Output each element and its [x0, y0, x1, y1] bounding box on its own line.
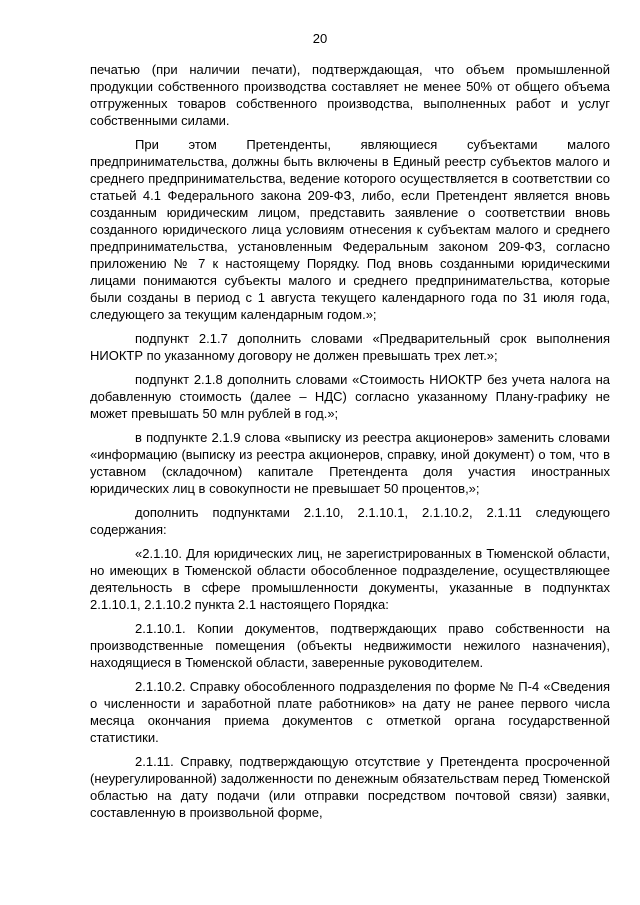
document-body — [90, 61, 610, 828]
paragraph-2-1-11: 2.1.11. Справку, подтверждающую отсутствие у Претендента просроченной (неурегулированной) задолженности по денежным обязательствам перед Тюменской областью на дату подачи (или отправки посредством почтовой связи) заявки, составленную в произвольной форме, — [90, 754, 610, 820]
paragraph-2-1-10: «2.1.10. Для юридических лиц, не зарегистрированных в Тюменской области, но имеющих в Тюменской области обособленное подразделение, осуществляющее деятельность в сфере промышленности документы, указанные в подпунктах 2.1.10.1, 2.1.10.2 пункта 2.1 настоящего Порядка: — [90, 546, 610, 612]
paragraph-2-1-10-1: 2.1.10.1. Копии документов, подтверждающих право собственности на производственные помещения (объекты недвижимости нежилого назначения), находящиеся в Тюменской области, заверенные руководителем. — [90, 621, 610, 670]
paragraph-subclause-2-1-7: подпункт 2.1.7 дополнить словами «Предварительный срок выполнения НИОКТР по указанному договору не должен превышать трех лет.»; — [90, 331, 610, 363]
paragraph-subclause-2-1-9: в подпункте 2.1.9 слова «выписку из реестра акционеров» заменить словами «информацию (выписку из реестра акционеров, справку, иной документ) о том, что в уставном (складочном) капитале Претендента доля участия иностранных юридических лиц в совокупности не превышает 50 процентов,»; — [90, 430, 610, 496]
paragraph-sme-register: При этом Претенденты, являющиеся субъектами малого предпринимательства, должны быть включены в Единый реестр субъектов малого и среднего предпринимательства, ведение которого осуществляется в соответствии со статьей 4.1 Федерального закона 209-ФЗ, либо, если Претендент является вновь созданным юридическим лицом, представить заявление о соответствии вновь созданного юридического лица условиям отнесения к субъектам малого и среднего предпринимательства, установленным Федеральным законом 209-ФЗ, согласно приложению № 7 к настоящему Порядку. Под вновь созданными юридическими лицами понимаются субъекты малого и среднего предпринимательства, которые были созданы в период с 1 августа текущего календарного года по 31 июля года, следующего за текущим календарным годом.»; — [90, 137, 610, 322]
paragraph-add-subclauses: дополнить подпунктами 2.1.10, 2.1.10.1, 2.1.10.2, 2.1.11 следующего содержания: — [90, 505, 610, 537]
paragraph-subclause-2-1-8: подпункт 2.1.8 дополнить словами «Стоимость НИОКТР без учета налога на добавленную стоимость (далее – НДС) согласно указанному Плану-графику не может превышать 50 млн рублей в год.»; — [90, 372, 610, 421]
paragraph-continuation: печатью (при наличии печати), подтверждающая, что объем промышленной продукции собственного производства составляет не менее 50% от общего объема отгруженных товаров собственного производства, выполненных работ и услуг собственными силами. — [90, 62, 610, 128]
page-number: 20 — [312, 31, 328, 46]
paragraph-2-1-10-2: 2.1.10.2. Справку обособленного подразделения по форме № П-4 «Сведения о численности и заработной плате работников» на дату не ранее первого числа месяца окончания приема документов с отметкой органа государственной статистики. — [90, 679, 610, 745]
